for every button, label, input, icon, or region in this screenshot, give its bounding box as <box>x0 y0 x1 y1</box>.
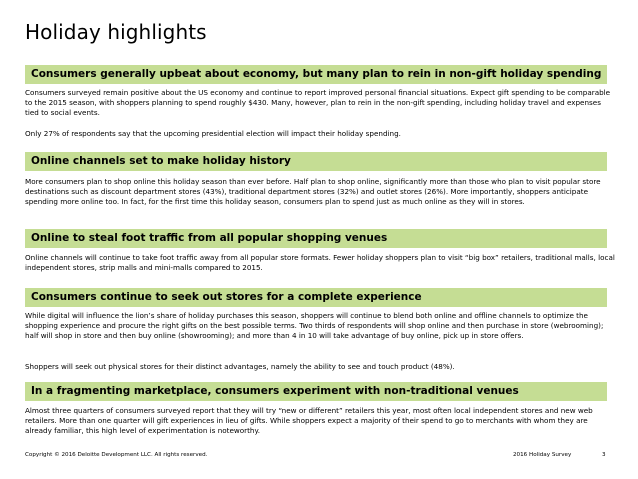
section-paragraph: While digital will influence the lion’s share of holiday purchases this season, shoppers will continue to blend both online and offline channels to optimize the shopping experience and procure the right gifts on the best possible terms. Two thirds of respondents will shop online and then purchase in store (webrooming); half will shop in store and then buy online (showrooming); and more than 4 in 10 will take advantage of buy online, pick up in store offers. <box>25 311 604 340</box>
section-paragraph: More consumers plan to shop online this holiday season than ever before. Half plan to shop online, significantly more than those who plan to visit popular store destinations such as discount department stores (43%), traditional department stores (32%) and outlet stores (26%). More importantly, shoppers anticipate spending more online too. In fact, for the first time this holiday season, consumers plan to spend just as much online as they will in stores. <box>25 177 601 206</box>
section-heading-stores-experience: Consumers continue to seek out stores for a complete experience <box>25 288 607 307</box>
section-heading-online-channels: Online channels set to make holiday history <box>25 152 607 171</box>
section-paragraph: Online channels will continue to take foot traffic away from all popular store formats. Fewer holiday shoppers plan to visit “big box” retailers, traditional malls, local independent stores, strip malls and mini-malls compared to 2015. <box>25 253 615 272</box>
footer-report-name: 2016 Holiday Survey <box>513 452 572 458</box>
page-title: Holiday highlights <box>25 20 207 44</box>
section-paragraph: Shoppers will seek out physical stores for their distinct advantages, namely the ability to see and touch product (48%). <box>25 362 455 371</box>
section-paragraph: Only 27% of respondents say that the upcoming presidential election will impact their holiday spending. <box>25 129 401 138</box>
section-paragraph: Consumers surveyed remain positive about the US economy and continue to report improved personal financial situations. Expect gift spending to be comparable to the 2015 season, with shoppers planning to spend roughly $430. Many, however, plan to rein in the non-gift spending, including holiday travel and expenses tied to social events. <box>25 88 611 117</box>
footer-page-number: 3 <box>602 452 606 458</box>
section-heading-economy: Consumers generally upbeat about economy, but many plan to rein in non-gift holiday spending <box>25 65 607 84</box>
section-heading-fragmenting-marketplace: In a fragmenting marketplace, consumers experiment with non-traditional venues <box>25 382 607 401</box>
footer-copyright: Copyright © 2016 Deloitte Development LLC. All rights reserved. <box>25 452 208 458</box>
section-paragraph: Almost three quarters of consumers surveyed report that they will try “new or different” retailers this year, most often local independent stores and new web retailers. More than one quarter will gift experiences in lieu of gifts. While shoppers expect a majority of their spend to go to merchants with whom they are already familiar, this high level of experimentation is noteworthy. <box>25 406 593 435</box>
section-heading-foot-traffic: Online to steal foot traffic from all popular shopping venues <box>25 229 607 248</box>
